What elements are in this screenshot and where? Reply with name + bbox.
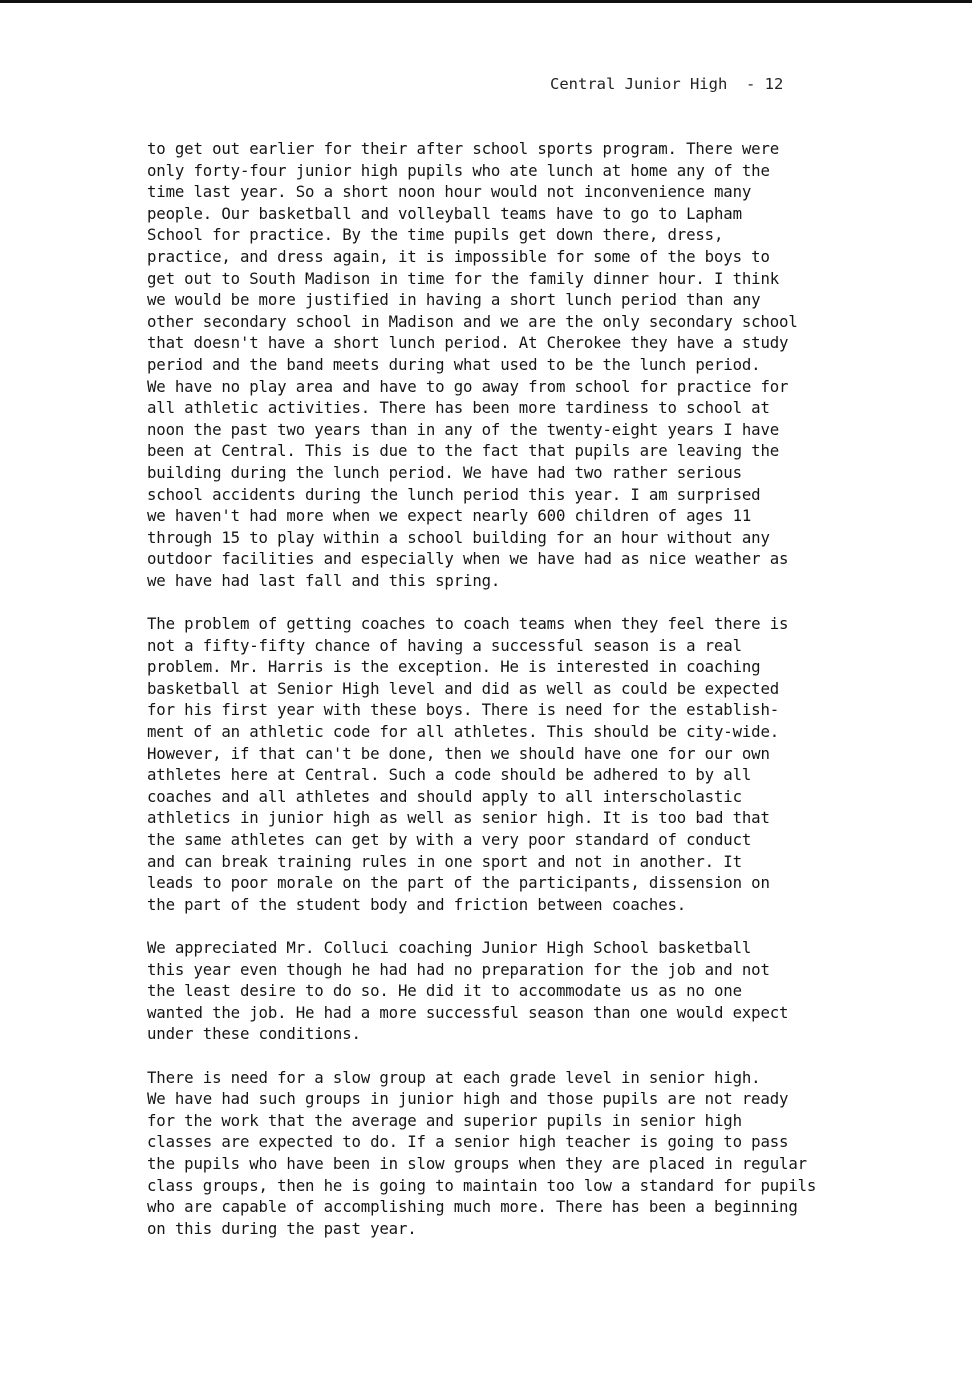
text-line: athletes here at Central. Such a code should be adhered to by all bbox=[147, 765, 752, 785]
text-line: ment of an athletic code for all athletes. This should be city-wide. bbox=[147, 722, 780, 742]
text-line: School for practice. By the time pupils get down there, dress, bbox=[147, 225, 724, 245]
text-line: wanted the job. He had a more successful season than one would expect bbox=[147, 1002, 789, 1022]
text-line: leads to poor morale on the part of the participants, dissension on bbox=[147, 873, 770, 893]
page-header: Central Junior High - 12 bbox=[550, 75, 784, 93]
text-line: we would be more justified in having a short lunch period than any bbox=[147, 290, 761, 310]
text-line: The problem of getting coaches to coach teams when they feel there is bbox=[147, 614, 789, 634]
text-line: the least desire to do so. He did it to accommodate us as no one bbox=[147, 981, 742, 1001]
text-line: school accidents during the lunch period this year. I am surprised bbox=[147, 484, 761, 504]
text-line: all athletic activities. There has been more tardiness to school at bbox=[147, 398, 770, 418]
text-line: get out to South Madison in time for the family dinner hour. I think bbox=[147, 268, 780, 288]
text-line: athletics in junior high as well as senior high. It is too bad that bbox=[147, 808, 770, 828]
text-line: class groups, then he is going to maintain too low a standard for pupils bbox=[147, 1175, 817, 1195]
paragraph-basketball bbox=[147, 937, 937, 1045]
text-line: this year even though he had had no preparation for the job and not bbox=[147, 959, 770, 979]
text-line: under these conditions. bbox=[147, 1024, 361, 1044]
text-line: for his first year with these boys. There is need for the establish- bbox=[147, 700, 780, 720]
text-line: not a fifty-fifty chance of having a successful season is a real bbox=[147, 635, 742, 655]
text-line: time last year. So a short noon hour would not inconvenience many bbox=[147, 182, 752, 202]
text-line: the same athletes can get by with a very poor standard of conduct bbox=[147, 830, 752, 849]
text-line: the part of the student body and friction between coaches. bbox=[147, 894, 687, 914]
document-body bbox=[147, 138, 937, 1261]
text-line: There is need for a slow group at each grade level in senior high. bbox=[147, 1067, 761, 1087]
text-line: the pupils who have been in slow groups when they are placed in regular bbox=[147, 1153, 807, 1173]
text-line: to get out earlier for their after school sports program. There were bbox=[147, 139, 780, 158]
text-line: period and the band meets during what used to be the lunch period. bbox=[147, 354, 761, 374]
text-line: classes are expected to do. If a senior high teacher is going to pass bbox=[147, 1132, 789, 1152]
text-line: coaches and all athletes and should apply to all interscholastic bbox=[147, 786, 742, 806]
text-line: However, if that can't be done, then we should have one for our own bbox=[147, 743, 770, 763]
text-line: that doesn't have a short lunch period. At Cherokee they have a study bbox=[147, 333, 789, 353]
text-line: for the work that the average and superior pupils in senior high bbox=[147, 1110, 742, 1130]
paragraph-lunch-period bbox=[147, 138, 937, 591]
text-line: we have had last fall and this spring. bbox=[147, 570, 501, 590]
text-line: We have no play area and have to go away from school for practice for bbox=[147, 376, 789, 396]
text-line: been at Central. This is due to the fact that pupils are leaving the bbox=[147, 441, 780, 461]
text-line: on this during the past year. bbox=[147, 1218, 417, 1238]
text-line: We appreciated Mr. Colluci coaching Junior High School basketball bbox=[147, 937, 752, 957]
text-line: people. Our basketball and volleyball teams have to go to Lapham bbox=[147, 203, 742, 223]
text-line: and can break training rules in one sport and not in another. It bbox=[147, 851, 742, 871]
text-line: problem. Mr. Harris is the exception. He is interested in coaching bbox=[147, 657, 761, 677]
text-line: basketball at Senior High level and did as well as could be expected bbox=[147, 678, 780, 698]
text-line: only forty-four junior high pupils who ate lunch at home any of the bbox=[147, 160, 770, 180]
text-line: we haven't had more when we expect nearly 600 children of ages 11 bbox=[147, 506, 752, 526]
paragraph-slow-group bbox=[147, 1067, 937, 1240]
paragraph-coaches bbox=[147, 613, 937, 915]
text-line: through 15 to play within a school building for an hour without any bbox=[147, 527, 770, 547]
text-line: who are capable of accomplishing much more. There has been a beginning bbox=[147, 1197, 798, 1217]
text-line: practice, and dress again, it is impossible for some of the boys to bbox=[147, 246, 770, 266]
text-line: building during the lunch period. We have had two rather serious bbox=[147, 462, 742, 482]
text-line: We have had such groups in junior high and those pupils are not ready bbox=[147, 1089, 789, 1109]
text-line: noon the past two years than in any of the twenty-eight years I have bbox=[147, 419, 780, 439]
text-line: outdoor facilities and especially when we have had as nice weather as bbox=[147, 549, 789, 569]
text-line: other secondary school in Madison and we are the only secondary school bbox=[147, 311, 798, 331]
